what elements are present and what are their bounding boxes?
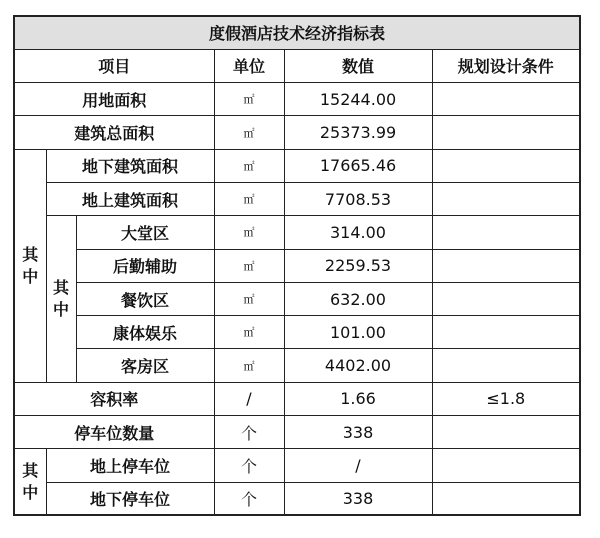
table-row [14, 416, 580, 449]
table-row [14, 349, 580, 382]
group-label-char: 其 [52, 278, 69, 298]
row-value: 17665.46 [284, 149, 432, 182]
row-unit: ㎡ [214, 149, 284, 182]
row-unit: 个 [214, 416, 284, 449]
row-unit: ㎡ [214, 116, 284, 149]
row-condition [432, 282, 580, 315]
header-item: 项目 [14, 49, 214, 82]
row-unit: 个 [214, 482, 284, 515]
row-condition [432, 216, 580, 249]
row-condition [432, 349, 580, 382]
group-label-char: 其 [22, 460, 39, 480]
row-item: 地下建筑面积 [46, 149, 214, 182]
row-condition [432, 449, 580, 482]
group-label-char: 中 [22, 482, 39, 502]
indicator-table [13, 15, 581, 516]
row-value: 25373.99 [284, 116, 432, 149]
row-unit: ㎡ [214, 249, 284, 282]
row-value: 101.00 [284, 316, 432, 349]
row-condition [432, 249, 580, 282]
row-item: 后勤辅助 [76, 249, 214, 282]
row-condition [432, 116, 580, 149]
row-value: 314.00 [284, 216, 432, 249]
row-condition [432, 83, 580, 116]
row-unit: ㎡ [214, 316, 284, 349]
row-value: 338 [284, 482, 432, 515]
table-row [14, 282, 580, 315]
title-row [14, 16, 580, 49]
row-value: 1.66 [284, 382, 432, 415]
row-item: 康体娱乐 [76, 316, 214, 349]
row-value: 338 [284, 416, 432, 449]
table-title: 度假酒店技术经济指标表 [14, 16, 580, 49]
table-row [14, 83, 580, 116]
row-value: 2259.53 [284, 249, 432, 282]
row-unit: ㎡ [214, 182, 284, 215]
row-unit: / [214, 382, 284, 415]
group-label-char: 其 [22, 244, 39, 264]
table-row [14, 116, 580, 149]
table-row [14, 216, 580, 249]
row-unit: ㎡ [214, 282, 284, 315]
row-value: / [284, 449, 432, 482]
group-label-inner [46, 216, 76, 382]
row-item: 餐饮区 [76, 282, 214, 315]
group-label-char: 中 [52, 300, 69, 320]
row-item: 用地面积 [14, 83, 214, 116]
row-item: 容积率 [14, 382, 214, 415]
row-item: 地上建筑面积 [46, 182, 214, 215]
row-item: 地上停车位 [46, 449, 214, 482]
header-unit: 单位 [214, 49, 284, 82]
row-item: 大堂区 [76, 216, 214, 249]
row-item: 地下停车位 [46, 482, 214, 515]
row-item: 停车位数量 [14, 416, 214, 449]
row-value: 632.00 [284, 282, 432, 315]
row-condition: ≤1.8 [432, 382, 580, 415]
group-label-outer [14, 149, 46, 382]
table-row [14, 316, 580, 349]
row-item: 客房区 [76, 349, 214, 382]
row-unit: ㎡ [214, 349, 284, 382]
row-condition [432, 149, 580, 182]
row-item: 建筑总面积 [14, 116, 214, 149]
table-row [14, 482, 580, 515]
row-condition [432, 182, 580, 215]
indicator-table-container [13, 15, 579, 517]
row-value: 7708.53 [284, 182, 432, 215]
table-row [14, 382, 580, 415]
row-condition [432, 482, 580, 515]
header-row [14, 49, 580, 82]
table-row [14, 182, 580, 215]
table-row [14, 449, 580, 482]
row-unit: ㎡ [214, 216, 284, 249]
group-label-parking [14, 449, 46, 516]
row-condition [432, 316, 580, 349]
group-label-char: 中 [22, 266, 39, 286]
row-value: 4402.00 [284, 349, 432, 382]
table-row [14, 249, 580, 282]
header-value: 数值 [284, 49, 432, 82]
row-unit: 个 [214, 449, 284, 482]
row-unit: ㎡ [214, 83, 284, 116]
row-condition [432, 416, 580, 449]
header-condition: 规划设计条件 [432, 49, 580, 82]
row-value: 15244.00 [284, 83, 432, 116]
table-row [14, 149, 580, 182]
